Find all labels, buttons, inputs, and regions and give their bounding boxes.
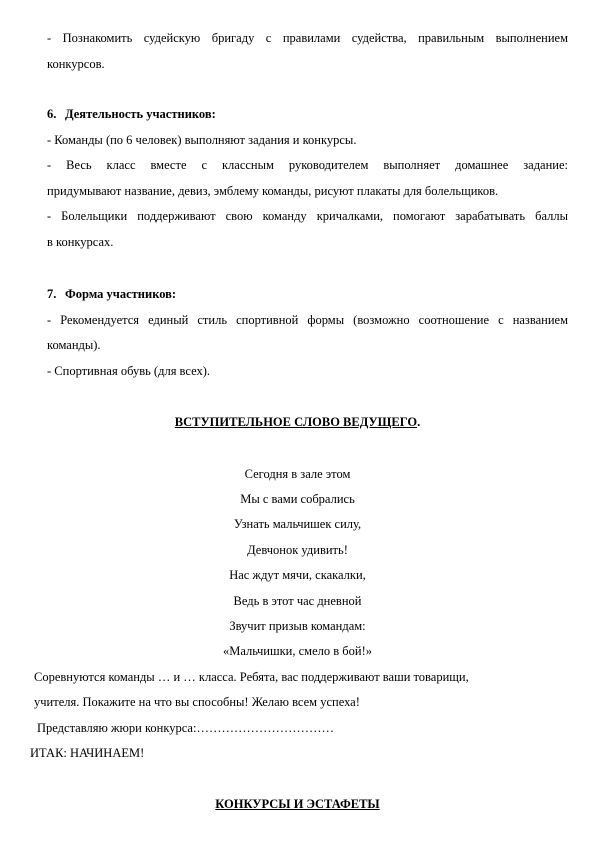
section-6-line-5: в конкурсах. <box>47 235 114 249</box>
section-6-heading <box>47 106 216 122</box>
section-6-title: Деятельность участников: <box>65 107 216 121</box>
contests-title-text: КОНКУРСЫ И ЭСТАФЕТЫ <box>215 797 380 811</box>
section-6-line-2: - Весь класс вместе с классным руководителем выполняет домашнее задание: <box>47 158 568 172</box>
section-7-line-3: - Спортивная обувь (для всех). <box>47 364 211 378</box>
intro-line-1: - Познакомить судейскую бригаду с правилами судейства, правильным выполнением <box>47 31 568 45</box>
poem-line-2: Мы с вами собрались <box>240 492 355 506</box>
section-6-number: 6. <box>47 107 57 121</box>
contests-title <box>0 796 595 812</box>
section-6-line-3: придумывают название, девиз, эмблему команды, рисуют плакаты для болельщиков. <box>47 184 499 198</box>
intro-line-2: конкурсов. <box>47 57 105 71</box>
host-speech-title-dot: . <box>417 415 421 429</box>
poem-line-3: Узнать мальчишек силу, <box>233 517 362 531</box>
section-7-line-1: - Рекомендуется единый стиль спортивной формы (возможно соотношение с названием <box>47 313 568 327</box>
section-6-line-1: - Команды (по 6 человек) выполняют задания и конкурсы. <box>47 133 357 147</box>
poem-line-5: Нас ждут мячи, скакалки, <box>229 568 366 582</box>
jury-line: Представляю жюри конкурса:…………………………… <box>37 721 334 735</box>
section-7-line-2: команды). <box>47 338 101 352</box>
poem-line-4: Девчонок удивить! <box>247 543 348 557</box>
section-6-line-4: - Болельщики поддерживают свою команду кричалками, помогают зарабатывать баллы <box>47 209 568 223</box>
speech-line-2: учителя. Покажите на что вы способны! Желаю всем успеха! <box>34 695 360 709</box>
host-speech-title <box>0 414 595 430</box>
host-speech-title-text: ВСТУПИТЕЛЬНОЕ СЛОВО ВЕДУЩЕГО <box>174 415 418 429</box>
speech-line-1: Соревнуются команды … и … класса. Ребята, вас поддерживают ваши товарищи, <box>34 670 469 684</box>
section-7-number: 7. <box>47 287 57 301</box>
poem-line-8: «Мальчишки, смело в бой!» <box>223 644 372 658</box>
poem-line-7: Звучит призыв командам: <box>229 619 366 633</box>
start-line: ИТАК: НАЧИНАЕМ! <box>30 746 145 760</box>
section-7-heading <box>47 286 176 302</box>
poem-line-6: Ведь в этот час дневной <box>233 594 362 608</box>
section-7-title: Форма участников: <box>65 287 177 301</box>
poem-line-1: Сегодня в зале этом <box>244 467 351 481</box>
